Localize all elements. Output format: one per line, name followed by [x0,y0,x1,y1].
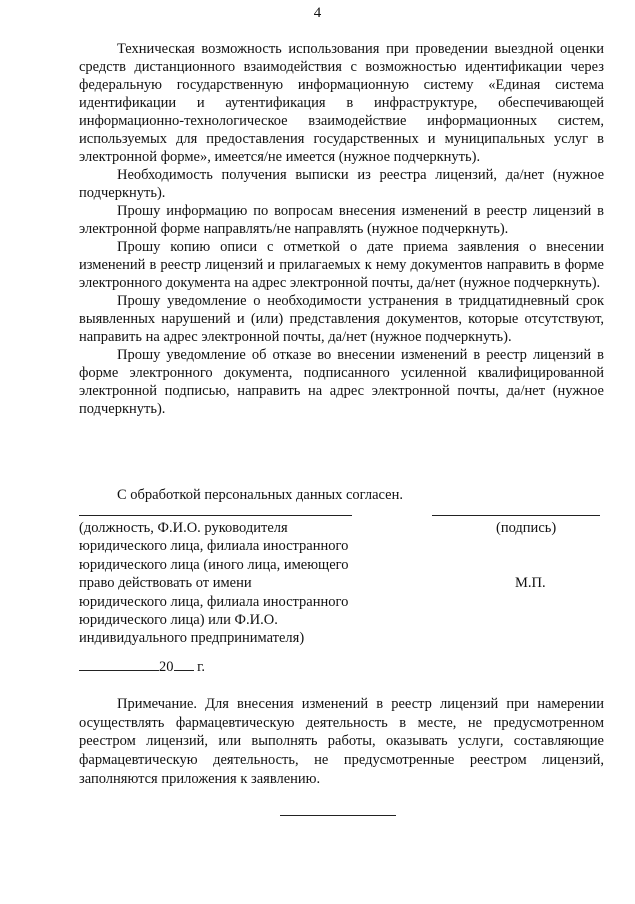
paragraph-remote-assessment: Техническая возможность использования при проведении выездной оценки средств дистанционного взаимодействия с возможностью идентификации через федеральную государственную информационную систему «Единая система идентификации и аутентификация в инфраструктуре, обеспечивающей информационно-технологическое взаимодействие информационных систем, используемых для предоставления государственных и муниципальных услуг в электронной форме», имеется/не имеется (нужное подчеркнуть). [79,41,604,165]
date-blank [79,670,159,671]
date-line [79,658,205,676]
paragraph-registry-extract: Необходимость получения выписки из реестра лицензий, да/нет (нужное подчеркнуть). [79,167,604,201]
signer-caption-line: юридического лица, филиала иностранного [79,538,349,555]
date-suffix: г. [193,659,206,675]
personal-data-consent: С обработкой персональных данных согласен. [117,487,403,503]
application-body [79,40,604,418]
year-blank [174,670,194,671]
note-text: Примечание. Для внесения изменений в реестр лицензий при намерении осуществлять фармацевтическую деятельность в месте, не предусмотренном реестром лицензий, или выполнять работы, оказывать услуги, составляющие фармацевтическую деятельность, не предусмотренные реестром лицензий, заполняются приложения к заявлению. [79,696,604,787]
signature-line [432,515,600,516]
signer-caption-line: юридического лица) или Ф.И.О. [79,612,278,629]
paragraph-refusal-notice: Прошу уведомление об отказе во внесении изменений в реестр лицензий в форме электронного документа, подписанного усиленной квалифицированной электронной подписью, направить на адрес электронной почты, да/нет (нужное подчеркнуть). [79,347,604,417]
page-number: 4 [313,5,322,21]
signer-caption-line: (должность, Ф.И.О. руководителя [79,520,288,536]
paragraph-violation-notice: Прошу уведомление о необходимости устранения в тридцатидневный срок выявленных нарушений и (или) представления документов, которые отсутствуют, направить на адрес электронной почты, да/нет (нужное подчеркнуть). [79,293,604,345]
signer-name-line [79,515,352,516]
signer-caption-line: право действовать от имени [79,575,252,592]
signature-caption: (подпись) [496,520,557,536]
signer-caption-line: индивидуального предпринимателя) [79,630,305,647]
note [79,695,604,789]
year-prefix: 20 [159,659,174,675]
signer-caption-line: юридического лица, филиала иностранного [79,593,349,610]
signer-caption-line: юридического лица (иного лица, имеющего [79,556,349,573]
stamp-label: М.П. [515,575,546,591]
end-rule [280,815,396,816]
paragraph-inventory-copy: Прошу копию описи с отметкой о дате приема заявления о внесении изменений в реестр лицензий и прилагаемых к нему документов направить в форме электронного документа на адрес электронной почты, да/нет (нужное подчеркнуть). [79,239,604,291]
signer-caption [79,519,379,648]
paragraph-electronic-info: Прошу информацию по вопросам внесения изменений в реестр лицензий в электронной форме направлять/не направлять (нужное подчеркнуть). [79,203,604,237]
